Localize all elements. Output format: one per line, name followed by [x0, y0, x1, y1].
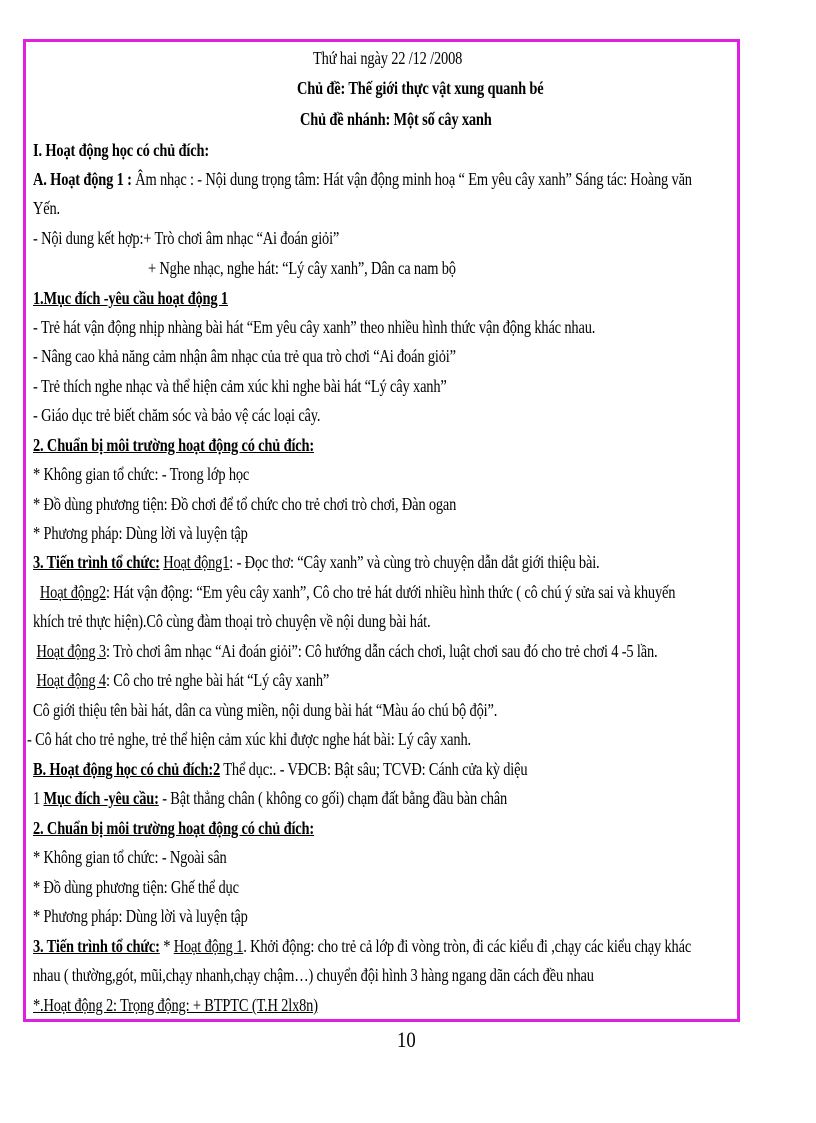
kethop-line-1: - Nội dung kết hợp:+ Trò chơi âm nhạc “Ai đoán giỏi” [33, 228, 340, 248]
a1-item: - Giáo dục trẻ biết chăm sóc và bảo vệ các loại cây. [33, 405, 321, 425]
hd3-label: Hoạt động 3 [36, 641, 106, 661]
hd4-text: : Cô cho trẻ nghe bài hát “Lý cây xanh” [105, 670, 330, 690]
b2-item: * Đồ dùng phương tiện: Ghế thể dục [33, 877, 239, 897]
kethop-line-2: + Nghe nhạc, nghe hát: “Lý cây xanh”, Dân ca nam bộ [148, 258, 456, 278]
hd2-text: : Hát vận động: “Em yêu cây xanh”, Cô cho trẻ hát dưới nhiều hình thức ( cô chú ý sửa sai và khuyến [105, 582, 676, 602]
a2-item: * Phương pháp: Dùng lời và luyện tập [33, 523, 248, 543]
b3-heading: 3. Tiến trình tổ chức: [33, 936, 160, 956]
hd3-text: : Trò chơi âm nhạc “Ai đoán giỏi”: Cô hướng dẫn cách chơi, luật chơi sau đó cho trẻ chơi 4 -5 lần. [105, 641, 658, 661]
b1-number: 1 [33, 788, 44, 808]
activity-a-label: A. Hoạt động 1 : [33, 169, 132, 189]
b2-item: * Không gian tổ chức: - Ngoài sân [33, 847, 227, 867]
a2-heading: 2. Chuẩn bị môi trường hoạt động có chủ đích: [33, 435, 315, 455]
section-heading: I. Hoạt động học có chủ đích: [33, 140, 210, 160]
b1-label: Mục đích -yêu cầu: [43, 788, 159, 808]
b3-cont: nhau ( thường,gót, mũi,chạy nhanh,chạy chậm…) chuyển đội hình 3 hàng ngang dãn cách đều nhau [33, 965, 594, 985]
hd2-line [33, 581, 675, 603]
page-number: 10 [397, 1027, 416, 1052]
a3-heading: 3. Tiến trình tổ chức: [33, 552, 160, 572]
b3-line [33, 935, 691, 957]
a1-heading: 1.Mục đích -yêu cầu hoạt động 1 [33, 288, 228, 308]
a2-item: * Đồ dùng phương tiện: Đồ chơi để tổ chức cho trẻ chơi trò chơi, Đàn ogan [33, 494, 457, 514]
hd4-line-2: Cô giới thiệu tên bài hát, dân ca vùng miền, nội dung bài hát “Màu áo chú bộ đội”. [33, 700, 498, 720]
hd4-line [33, 669, 329, 691]
activity-b-text: Thể dục:. - VĐCB: Bật sâu; TCVĐ: Cánh cửa kỳ diệu [220, 759, 528, 779]
b1-text: - Bật thẳng chân ( không co gối) chạm đất bằng đầu bàn chân [158, 788, 508, 808]
b1-line [33, 787, 507, 809]
activity-a-text: Âm nhạc : - Nội dung trọng tâm: Hát vận động minh hoạ “ Em yêu cây xanh” Sáng tác: Hoàng văn [131, 169, 692, 189]
date-line: Thứ hai ngày 22 /12 /2008 [313, 48, 463, 68]
activity-a-line [33, 168, 692, 190]
b3-label: Hoạt động 1 [173, 936, 244, 956]
b2-item: * Phương pháp: Dùng lời và luyện tập [33, 906, 248, 926]
b3-hd2-label: *.Hoạt động 2: [33, 995, 117, 1015]
subtheme-line: Chủ đề nhánh: Một số cây xanh [300, 109, 492, 129]
b3-star: * [159, 936, 174, 956]
hd3-line [33, 640, 658, 662]
a3-line-1 [33, 551, 600, 573]
theme-line: Chủ đề: Thế giới thực vật xung quanh bé [297, 78, 544, 98]
b3-hd2-line [33, 994, 318, 1016]
hd1-text: : - Đọc thơ: “Cây xanh” và cùng trò chuyện dẫn dắt giới thiệu bài. [229, 552, 600, 572]
hd2-label: Hoạt động2 [39, 582, 106, 602]
activity-b-label: B. Hoạt động học có chủ đích:2 [33, 759, 221, 779]
hd2-cont: khích trẻ thực hiện).Cô cùng đàm thoại trò chuyện về nội dung bài hát. [33, 611, 431, 631]
hd4-label: Hoạt động 4 [36, 670, 106, 690]
b3-text: . Khởi động: cho trẻ cả lớp đi vòng tròn, đi các kiểu đi ,chạy các kiểu chạy khác [243, 936, 692, 956]
a1-item: - Nâng cao khả năng cảm nhận âm nhạc của trẻ qua trò chơi “Ai đoán giỏi” [33, 346, 456, 366]
a2-item: * Không gian tổ chức: - Trong lớp học [33, 464, 250, 484]
hd1-label: Hoạt động1 [163, 552, 230, 572]
hd4-line-3: - Cô hát cho trẻ nghe, trẻ thể hiện cảm xúc khi được nghe hát bài: Lý cây xanh. [27, 729, 471, 749]
a1-item: - Trẻ thích nghe nhạc và thể hiện cảm xúc khi nghe bài hát “Lý cây xanh” [33, 376, 447, 396]
b3-hd2-text: Trọng động: + BTPTC (T.H 2lx8n) [116, 995, 318, 1015]
activity-b-line [33, 758, 527, 780]
activity-a-cont: Yến. [33, 198, 60, 218]
a1-item: - Trẻ hát vận động nhịp nhàng bài hát “Em yêu cây xanh” theo nhiều hình thức vận động khác nhau. [33, 317, 596, 337]
b2-heading: 2. Chuẩn bị môi trường hoạt động có chủ đích: [33, 818, 315, 838]
